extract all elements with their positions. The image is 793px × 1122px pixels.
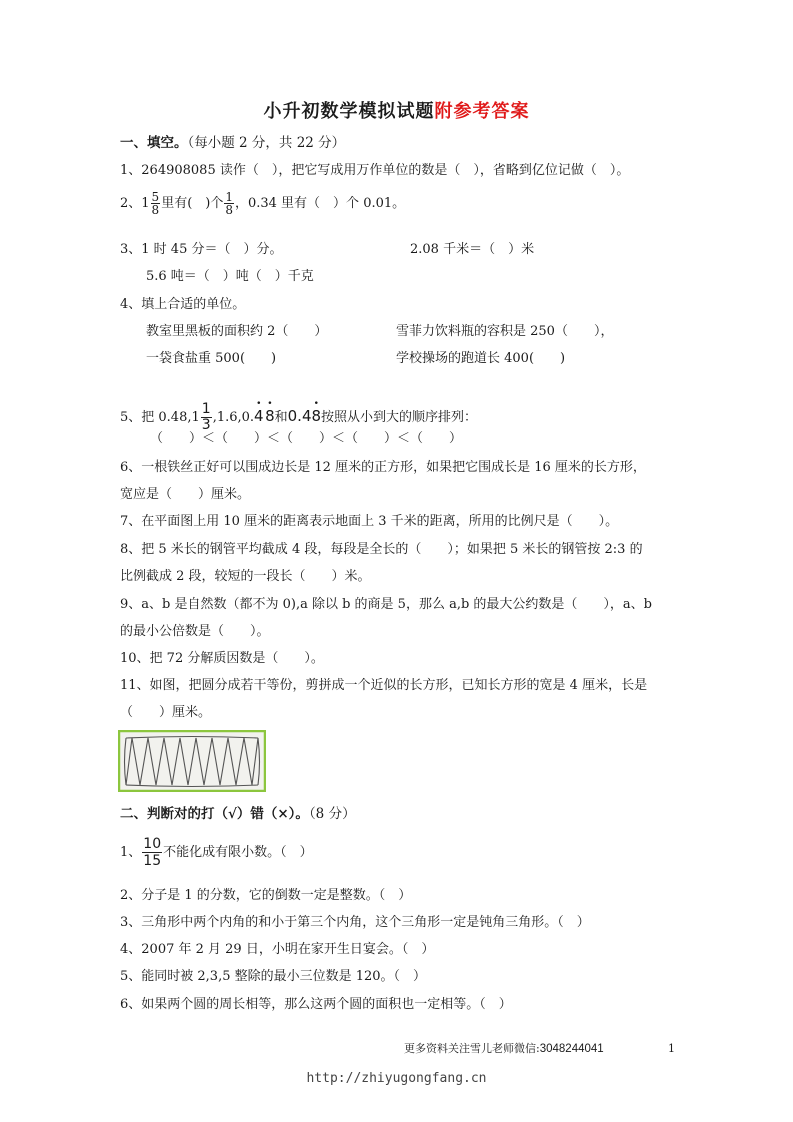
question-2-3: 3、三角形中两个内角的和小于第三个内角，这个三角形一定是钝角三角形。（ ） (120, 915, 590, 930)
question-1-3b: 2.08 千米＝（ ）米 (410, 242, 535, 257)
question-1-3a: 3、1 时 45 分＝（ ）分。 (120, 242, 283, 257)
circle-rearranged-rectangle-figure (118, 730, 266, 792)
section1-heading: 一、填空。（每小题 2 分，共 22 分） (120, 135, 346, 151)
section2-heading: 二、判断对的打（√）错（×）。（8 分） (120, 806, 356, 822)
question-2-1: 1、 $\frac{10}{15}$ 不能化成有限小数。（ ） (120, 836, 313, 869)
question-1-6a: 6、一根铁丝正好可以围成边长是 12 厘米的正方形，如果把它围成长是 16 厘米的长方形， (120, 460, 646, 475)
question-2-6: 6、如果两个圆的周长相等，那么这两个圆的面积也一定相等。（ ） (120, 997, 512, 1012)
question-1-8b: 比例截成 2 段，较短的一段长（ ）米。 (120, 569, 371, 584)
question-2-2: 2、分子是 1 的分数，它的倒数一定是整数。（ ） (120, 888, 412, 903)
question-1-4c: 一袋食盐重 500( ) (146, 351, 277, 366)
question-1-10: 10、把 72 分解质因数是（ ）。 (120, 651, 324, 666)
wechat-id: 3048244041 (539, 1043, 604, 1055)
question-1-8a: 8、把 5 米长的钢管平均截成 4 段，每段是全长的（ ）；如果把 5 米长的钢管按 2:3 的 (120, 542, 643, 557)
question-1-4: 4、填上合适的单位。 (120, 297, 246, 312)
question-1-2: 2、1 $\frac{5}{8}$ 里有( )个 $\frac{1}{8}$ ，0.34 里有（ ）个 0.01。 (120, 190, 406, 217)
question-1-9a: 9、a、b 是自然数（都不为 0),a 除以 b 的商是 5，那么 a,b 的最大公约数是（ ），a、b (120, 597, 652, 612)
question-1-1: 1、264908085 读作（ ），把它写成用万作单位的数是（ ），省略到亿位记做（ ）。 (120, 163, 630, 178)
source-url[interactable]: http://zhiyugongfang.cn (306, 1071, 487, 1086)
footer-contact-note: 更多资料关注雪儿老师微信:3048244041 (404, 1042, 604, 1055)
repeating-decimal-0-48: 0.4• 8 (288, 407, 321, 425)
fraction-1-3: $\frac{1}{3}$ (201, 401, 211, 433)
question-2-4: 4、2007 年 2 月 29 日，小明在家开生日宴会。（ ） (120, 942, 435, 957)
question-1-7: 7、在平面图上用 10 厘米的距离表示地面上 3 千米的距离，所用的比例尺是（ ）。 (120, 514, 619, 529)
question-1-6b: 宽应是（ ）厘米。 (120, 487, 251, 502)
question-1-4a: 教室里黑板的面积约 2（ ） (146, 324, 328, 339)
question-2-5: 5、能同时被 2,3,5 整除的最小三位数是 120。（ ） (120, 969, 427, 984)
question-1-4d: 学校操场的跑道长 400( ) (396, 351, 566, 366)
page-title (0, 97, 793, 123)
fraction-10-15: $\frac{10}{15}$ (143, 836, 162, 869)
title-main: 小升初数学模拟试题 (263, 101, 435, 122)
question-1-5: 5、把 0.48,1 $\frac{1}{3}$ ,1.6,0.• 4 • 8和0.4• 8按照从小到大的顺序排列： (120, 402, 477, 433)
title-answer-note: 附参考答案 (434, 101, 530, 122)
page-number: 1 (668, 1042, 675, 1055)
repeating-decimal-48: • 4 • 8 (254, 407, 275, 425)
question-1-3c: 5.6 吨＝（ ）吨（ ）千克 (146, 269, 314, 284)
fraction-5-8: $\frac{5}{8}$ (151, 190, 160, 217)
question-1-11b: （ ）厘米。 (120, 705, 212, 720)
question-1-5-blanks: （ ）＜（ ）＜（ ）＜（ ）＜（ ） (150, 431, 463, 446)
question-1-11a: 11、如图，把圆分成若干等份，剪拼成一个近似的长方形，已知长方形的宽是 4 厘米，长是 (120, 678, 648, 693)
fraction-1-8: $\frac{1}{8}$ (225, 190, 233, 217)
question-1-9b: 的最小公倍数是（ ）。 (120, 624, 270, 639)
question-1-4b: 雪菲力饮料瓶的容积是 250（ ）， (396, 324, 614, 339)
